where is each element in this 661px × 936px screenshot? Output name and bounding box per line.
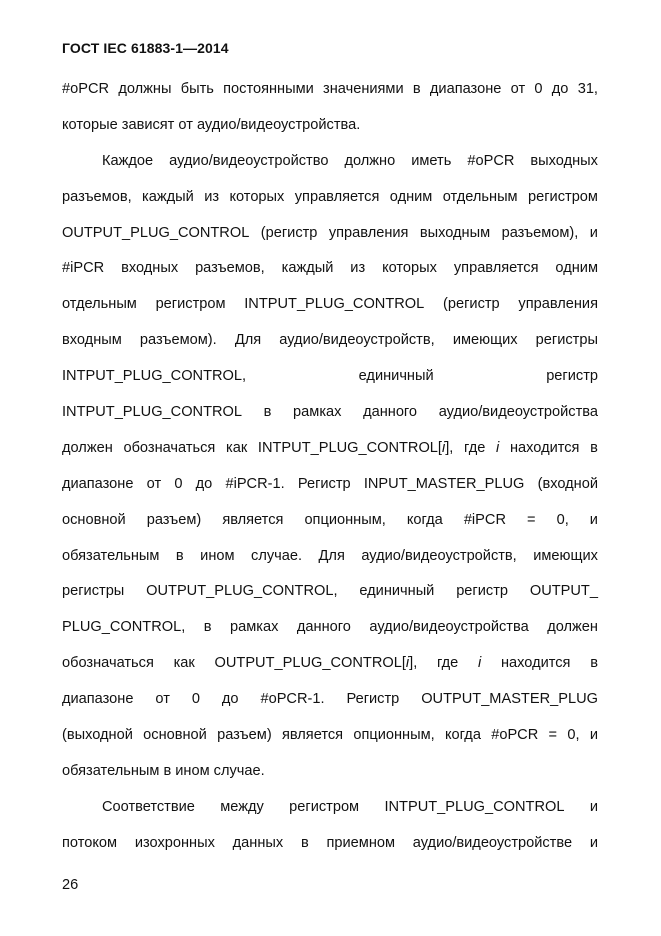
text-line: обязательным в ином случае. Для аудио/видеоустройств, имеющих [62,547,598,564]
page-number: 26 [62,877,79,893]
text-line: должен обозначаться как INTPUT_PLUG_CONTROL[i], где i находится в [62,439,598,456]
text-line: диапазоне от 0 до #iPCR-1. Регистр INPUT_MASTER_PLUG (входной [62,475,598,492]
text-line: диапазоне от 0 до #oPCR-1. Регистр OUTPUT_MASTER_PLUG [62,691,598,708]
text-line: (выходной основной разъем) является опционным, когда #oPCR = 0, и [62,727,598,744]
text-line: потоком изохронных данных в приемном аудио/видеоустройстве и [62,834,598,851]
text-line: отдельным регистром INTPUT_PLUG_CONTROL (регистр управления [62,296,598,313]
paragraph-start-line: Каждое аудио/видеоустройство должно иметь #oPCR выходных [102,152,598,169]
text-line: OUTPUT_PLUG_CONTROL (регистр управления выходным разъемом), и [62,224,598,241]
paragraph-start-line: Соответствие между регистром INTPUT_PLUG_CONTROL и [102,798,598,815]
text-line: #oPCR должны быть постоянными значениями в диапазоне от 0 до 31, [62,81,598,97]
text-line: которые зависят от аудио/видеоустройства. [62,116,361,133]
text-line: INTPUT_PLUG_CONTROL, единичный регистр [62,368,598,385]
text-line: INTPUT_PLUG_CONTROL в рамках данного аудио/видеоустройства [62,404,598,421]
body-text [62,72,598,862]
text-line: регистры OUTPUT_PLUG_CONTROL, единичный регистр OUTPUT_ [62,583,598,600]
text-line: разъемов, каждый из которых управляется одним отдельным регистром [62,188,598,205]
page-header: ГОСТ IEC 61883-1—2014 [62,40,229,56]
text-line: входным разъемом). Для аудио/видеоустройств, имеющих регистры [62,332,598,349]
text-line: основной разъем) является опционным, когда #iPCR = 0, и [62,511,598,528]
text-line: обязательным в ином случае. [62,762,265,779]
text-line: #iPCR входных разъемов, каждый из которых управляется одним [62,260,598,277]
text-line: PLUG_CONTROL, в рамках данного аудио/видеоустройства должен [62,619,598,636]
text-line: обозначаться как OUTPUT_PLUG_CONTROL[i], где i находится в [62,655,598,672]
